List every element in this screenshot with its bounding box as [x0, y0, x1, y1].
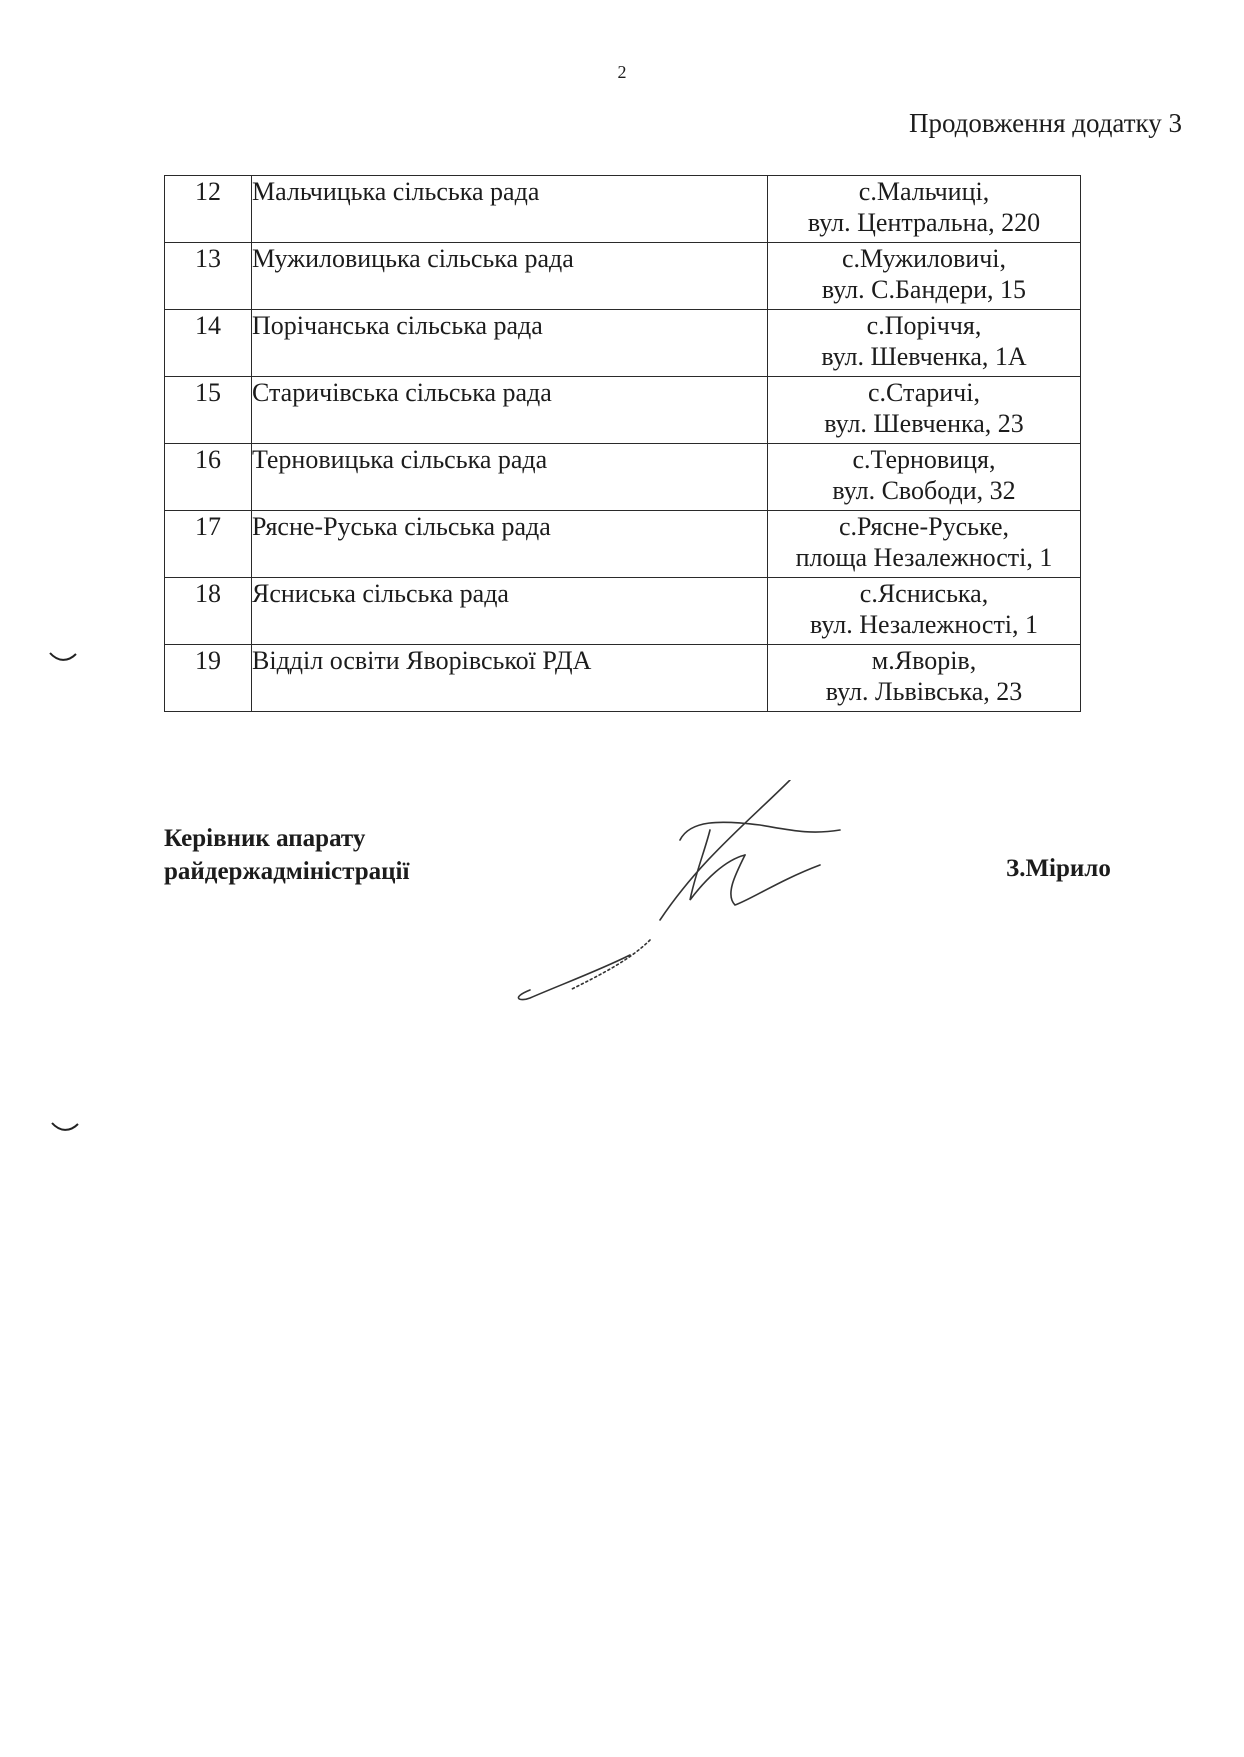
organization-address — [768, 578, 1081, 645]
row-number: 14 — [165, 310, 252, 377]
address-locality: м.Яворів, — [871, 646, 977, 675]
address-locality: с.Рясне-Руське, — [838, 512, 1009, 541]
signature-stroke — [731, 855, 820, 905]
address-street: площа Незалежності, 1 — [795, 543, 1053, 572]
table-row — [165, 176, 1081, 243]
address-street: вул. Шевченка, 23 — [824, 409, 1024, 438]
table-row — [165, 444, 1081, 511]
continuation-label: Продовження додатку 3 — [908, 108, 1182, 138]
row-number: 12 — [165, 176, 252, 243]
handwritten-signature — [490, 780, 890, 1020]
organization-address — [768, 310, 1081, 377]
table-row — [165, 511, 1081, 578]
signature-stroke — [660, 780, 790, 920]
organization-name: Старичівська сільська рада — [252, 377, 768, 444]
annex-table-body — [165, 176, 1081, 712]
signatory-title-line1: Керівник апарату — [164, 825, 366, 852]
organization-name: Мальчицька сільська рада — [252, 176, 768, 243]
address-street: вул. Львівська, 23 — [825, 677, 1023, 706]
organization-address — [768, 377, 1081, 444]
address-street: вул. Незалежності, 1 — [809, 610, 1039, 639]
row-number: 17 — [165, 511, 252, 578]
address-locality: с.Терновиця, — [852, 445, 996, 474]
organization-name: Відділ освіти Яворівської РДА — [252, 645, 768, 712]
address-street: вул. Свободи, 32 — [832, 476, 1016, 505]
address-locality: с.Мальчиці, — [858, 177, 990, 206]
annex-table — [164, 175, 1081, 712]
address-street: вул. С.Бандери, 15 — [821, 275, 1027, 304]
table-row — [165, 645, 1081, 712]
organization-name: Мужиловицька сільська рада — [252, 243, 768, 310]
scan-artifact-mark — [48, 650, 78, 664]
table-row — [165, 243, 1081, 310]
row-number: 16 — [165, 444, 252, 511]
signatory-title-line2: райдержадміністрації — [164, 858, 410, 885]
table-row — [165, 377, 1081, 444]
organization-name: Рясне-Руська сільська рада — [252, 511, 768, 578]
organization-address — [768, 243, 1081, 310]
signatory-name: З.Мірило — [1006, 855, 1111, 882]
scan-artifact-mark — [50, 1120, 80, 1134]
address-street: вул. Центральна, 220 — [807, 208, 1041, 237]
organization-name: Порічанська сільська рада — [252, 310, 768, 377]
signature-stroke — [680, 822, 840, 840]
signatory-title — [164, 822, 409, 888]
signature-stroke — [690, 830, 745, 900]
address-locality: с.Поріччя, — [866, 311, 982, 340]
address-locality: с.Ясниська, — [859, 579, 989, 608]
table-row — [165, 310, 1081, 377]
page-number: 2 — [617, 62, 627, 82]
organization-address — [768, 511, 1081, 578]
organization-address — [768, 444, 1081, 511]
address-street: вул. Шевченка, 1А — [821, 342, 1027, 371]
row-number: 15 — [165, 377, 252, 444]
organization-name: Ясниська сільська рада — [252, 578, 768, 645]
organization-address — [768, 176, 1081, 243]
table-row — [165, 578, 1081, 645]
organization-address — [768, 645, 1081, 712]
address-locality: с.Мужиловичі, — [841, 244, 1006, 273]
row-number: 13 — [165, 243, 252, 310]
signature-stroke — [518, 955, 630, 1000]
row-number: 19 — [165, 645, 252, 712]
organization-name: Терновицька сільська рада — [252, 444, 768, 511]
row-number: 18 — [165, 578, 252, 645]
address-locality: с.Старичі, — [868, 378, 980, 407]
